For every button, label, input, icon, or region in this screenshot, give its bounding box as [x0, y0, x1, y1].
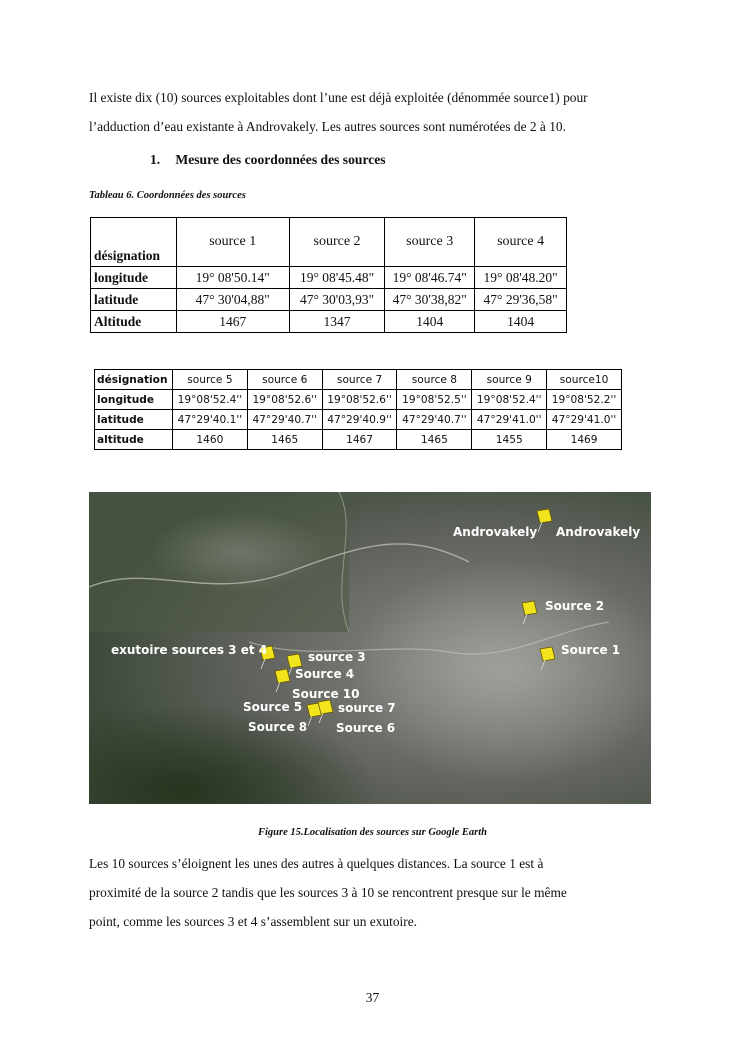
table-header-cell: source 7 [322, 370, 397, 390]
table-header-cell: source 3 [385, 218, 475, 267]
intro-line-2: l’adduction d’eau existante à Androvakely. Les autres sources sont numérotées de 2 à 10. [89, 119, 566, 134]
map-label: Source 8 [248, 720, 308, 734]
section-heading [150, 152, 386, 168]
table-cell: 47° 29'36,58" [475, 289, 567, 311]
table-cell: 19°08'52.6'' [247, 390, 322, 410]
map-label: source 7 [338, 701, 396, 715]
table-cell: 1455 [472, 430, 547, 450]
closing-line-3: point, comme les sources 3 et 4 s’assemblent sur un exutoire. [89, 914, 417, 929]
table-header-cell: source 5 [173, 370, 248, 390]
table-row-label: altitude [95, 430, 173, 450]
map-label: Source 2 [545, 599, 605, 613]
table-header-cell: source 8 [397, 370, 472, 390]
intro-paragraph [89, 83, 656, 141]
table-cell: 47° 30'38,82" [385, 289, 475, 311]
table-cell: 47°29'40.9'' [322, 410, 397, 430]
figure-caption: Figure 15.Localisation des sources sur Google Earth [258, 827, 487, 838]
satellite-map [89, 492, 651, 804]
table-cell: 1460 [173, 430, 248, 450]
table-cell: 47°29'40.7'' [247, 410, 322, 430]
table-cell: 47°29'41.0'' [472, 410, 547, 430]
coordinates-table-2 [94, 369, 622, 450]
page-number: 37 [365, 990, 380, 1005]
table-caption: Tableau 6. Coordonnées des sources [89, 190, 246, 201]
closing-line-2: proximité de la source 2 tandis que les sources 3 à 10 se rencontrent presque sur le même [89, 885, 567, 900]
table-header-cell: source 6 [247, 370, 322, 390]
table-row-label: Altitude [91, 311, 177, 333]
table-row [95, 410, 622, 430]
map-label: Source 6 [336, 721, 396, 735]
map-label: Source 1 [561, 643, 621, 657]
table-cell: 1467 [176, 311, 289, 333]
table-cell: 19°08'52.6'' [322, 390, 397, 410]
table-cell: 19°08'52.5'' [397, 390, 472, 410]
table-cell: 1465 [397, 430, 472, 450]
table-row-label: longitude [95, 390, 173, 410]
table-cell: 19° 08'46.74" [385, 267, 475, 289]
table-row-label: latitude [95, 410, 173, 430]
table-cell: 1469 [547, 430, 622, 450]
table-cell: 1404 [385, 311, 475, 333]
table-header-cell: source 4 [475, 218, 567, 267]
table-cell: 19° 08'48.20" [475, 267, 567, 289]
closing-line-1: Les 10 sources s’éloignent les unes des autres à quelques distances. La source 1 est à [89, 856, 544, 871]
table-header-cell: source 1 [176, 218, 289, 267]
table-row [91, 311, 567, 333]
table-cell: 1465 [247, 430, 322, 450]
map-label: Source 5 [243, 700, 303, 714]
coordinates-table-1 [90, 217, 567, 333]
table-row-label: longitude [91, 267, 177, 289]
table-header-row [95, 370, 622, 390]
table-row-label: latitude [91, 289, 177, 311]
table-cell: 19°08'52.2'' [547, 390, 622, 410]
closing-paragraph [89, 849, 656, 936]
map-label: source 3 [308, 650, 366, 664]
table-cell: 1467 [322, 430, 397, 450]
table-header-cell: source 2 [289, 218, 384, 267]
table-cell: 19° 08'50.14" [176, 267, 289, 289]
table-header-cell: source10 [547, 370, 622, 390]
map-label: Androvakely [453, 525, 538, 539]
table-cell: 19°08'52.4'' [173, 390, 248, 410]
table-cell: 47°29'40.7'' [397, 410, 472, 430]
table-cell: 1404 [475, 311, 567, 333]
table-cell: 47° 30'04,88" [176, 289, 289, 311]
table-header-cell: désignation [91, 218, 177, 267]
intro-line-1: Il existe dix (10) sources exploitables dont l’une est déjà exploitée (dénommée source1) pour [89, 90, 588, 105]
table-cell: 47°29'41.0'' [547, 410, 622, 430]
table-cell: 19° 08'45.48" [289, 267, 384, 289]
map-label: Source 10 [292, 687, 360, 701]
map-label: exutoire sources 3 et 4 [111, 643, 268, 657]
table-cell: 47°29'40.1'' [173, 410, 248, 430]
section-title: Mesure des coordonnées des sources [175, 152, 386, 167]
section-number: 1. [150, 152, 161, 167]
map-label: Source 4 [295, 667, 355, 681]
table-row [91, 289, 567, 311]
table-header-cell: source 9 [472, 370, 547, 390]
table-row [95, 390, 622, 410]
table-row [91, 267, 567, 289]
table-cell: 19°08'52.4'' [472, 390, 547, 410]
table-row [95, 430, 622, 450]
table-cell: 1347 [289, 311, 384, 333]
map-label: Androvakely [556, 525, 641, 539]
map-clearing [149, 512, 329, 592]
table-cell: 47° 30'03,93" [289, 289, 384, 311]
table-header-cell: désignation [95, 370, 173, 390]
table-header-row [91, 218, 567, 267]
